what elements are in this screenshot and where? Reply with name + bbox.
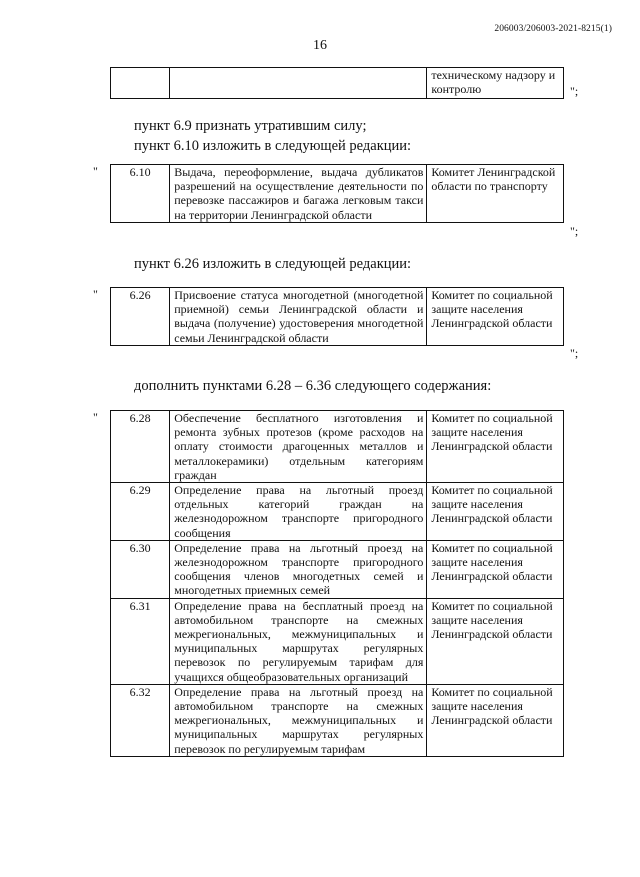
paragraph-amend-6-10: пункт 6.10 изложить в следующей редакции: xyxy=(134,138,412,154)
table-row xyxy=(111,68,564,99)
num-cell: 6.31 xyxy=(111,598,170,684)
num-cell: 6.30 xyxy=(111,540,170,598)
desc-cell: Определение права на льготный проезд на автомобильном транспорте на смежных межрегиональных, межмуниципальных и муниципальных маршрутах регулярных перевозок по регулируемым тарифам xyxy=(170,684,427,756)
num-cell: 6.28 xyxy=(111,411,170,483)
table-new-items xyxy=(110,410,564,757)
table-row xyxy=(111,598,564,684)
agency-cell: Комитет по социальной защите населения Ленинградской области xyxy=(427,411,564,483)
table-row xyxy=(111,288,564,346)
desc-cell: Определение права на льготный проезд на железнодорожном транспорте пригородного сообщения членов многодетных семей и многодетных приемных семей xyxy=(170,540,427,598)
paragraph-add-6-28-6-36: дополнить пунктами 6.28 – 6.36 следующего содержания: xyxy=(134,378,492,394)
num-cell: 6.26 xyxy=(111,288,170,346)
page-number: 16 xyxy=(313,38,327,53)
table-row xyxy=(111,684,564,756)
agency-cell: Комитет Ленинградской области по транспорту xyxy=(427,165,564,223)
table-row xyxy=(111,540,564,598)
paragraph-amend-6-26: пункт 6.26 изложить в следующей редакции: xyxy=(134,256,412,272)
agency-cell: Комитет по социальной защите населения Ленинградской области xyxy=(427,598,564,684)
num-cell xyxy=(111,68,170,99)
desc-cell: Определение права на льготный проезд отдельных категорий граждан на железнодорожном транспорте пригородного сообщения xyxy=(170,483,427,541)
table-row xyxy=(111,411,564,483)
table-6-10 xyxy=(110,164,564,223)
desc-cell: Присвоение статуса многодетной (многодетной приемной) семьи Ленинградской области и выдача (получение) удостоверения многодетной семьи Ленинградской области xyxy=(170,288,427,346)
num-cell: 6.32 xyxy=(111,684,170,756)
desc-cell xyxy=(170,68,427,99)
paragraph-repeal-6-9: пункт 6.9 признать утратившим силу; xyxy=(134,118,367,134)
agency-cell: Комитет по социальной защите населения Ленинградской области xyxy=(427,483,564,541)
table-6-26 xyxy=(110,287,564,346)
agency-cell: Комитет по социальной защите населения Ленинградской области xyxy=(427,540,564,598)
desc-cell: Выдача, переоформление, выдача дубликатов разрешений на осуществление деятельности по перевозке пассажиров и багажа легковым такси на территории Ленинградской области xyxy=(170,165,427,223)
close-quote: "; xyxy=(570,224,579,238)
num-cell: 6.10 xyxy=(111,165,170,223)
agency-cell: техническому надзору и контролю xyxy=(427,68,564,99)
agency-cell: Комитет по социальной защите населения Ленинградской области xyxy=(427,288,564,346)
close-quote: "; xyxy=(570,84,579,98)
top-table xyxy=(110,67,564,99)
close-quote: "; xyxy=(570,346,579,360)
desc-cell: Обеспечение бесплатного изготовления и ремонта зубных протезов (кроме расходов на оплату стоимости драгоценных металлов и металлокерамики) отдельным категориям граждан xyxy=(170,411,427,483)
agency-cell: Комитет по социальной защите населения Ленинградской области xyxy=(427,684,564,756)
open-quote: " xyxy=(93,164,98,178)
table-row xyxy=(111,165,564,223)
open-quote: " xyxy=(93,287,98,301)
desc-cell: Определение права на бесплатный проезд на автомобильном транспорте на смежных межрегиональных, межмуниципальных и муниципальных маршрутах регулярных перевозок по регулируемым тарифам для учащихся общеобразовательных организаций xyxy=(170,598,427,684)
document-id: 206003/206003-2021-8215(1) xyxy=(494,24,612,34)
open-quote: " xyxy=(93,410,98,424)
table-row xyxy=(111,483,564,541)
num-cell: 6.29 xyxy=(111,483,170,541)
